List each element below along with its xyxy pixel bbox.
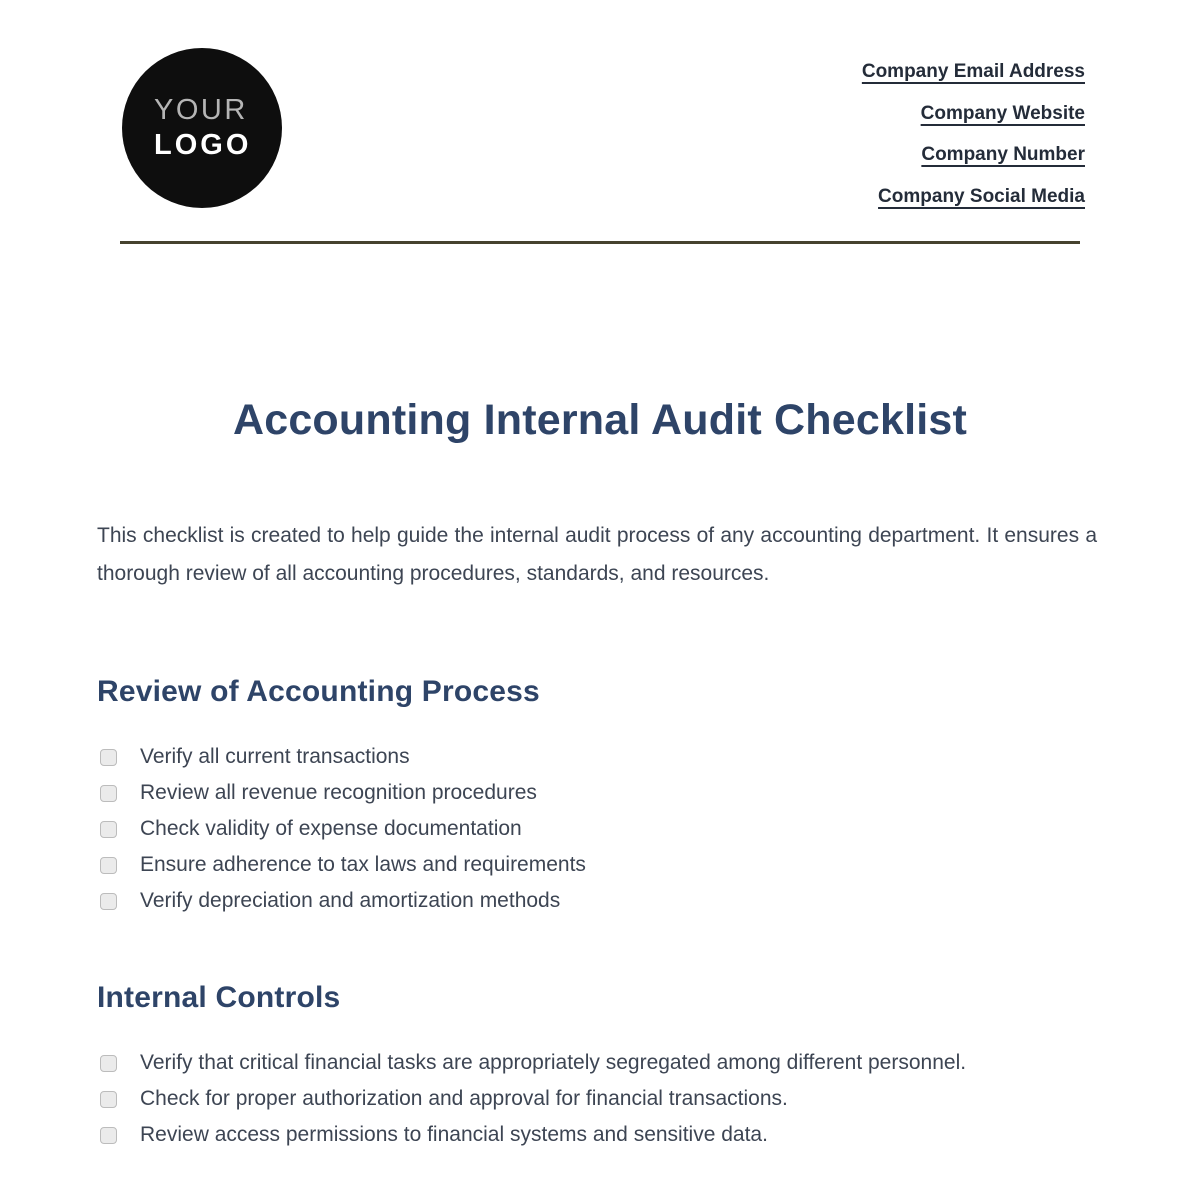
checklist-item-label: Review access permissions to financial systems and sensitive data. <box>140 1123 768 1146</box>
company-social-media-link[interactable]: Company Social Media <box>878 185 1085 207</box>
intro-paragraph: This checklist is created to help guide the internal audit process of any accounting department. It ensures a thorough review of all accounting procedures, standards, and resources. <box>97 524 1097 585</box>
header <box>0 0 1200 211</box>
checkbox[interactable] <box>100 1127 117 1144</box>
checklist-item <box>0 1117 1200 1153</box>
checkbox[interactable] <box>100 821 117 838</box>
checklist-item-label: Ensure adherence to tax laws and requirements <box>140 853 586 876</box>
company-number-link[interactable]: Company Number <box>921 144 1085 165</box>
checklist-item <box>0 775 1200 811</box>
header-contact-links <box>862 48 1085 211</box>
page-title: Accounting Internal Audit Checklist <box>232 396 968 444</box>
checkbox[interactable] <box>100 785 117 802</box>
checkbox[interactable] <box>100 749 117 766</box>
checklist-item-label: Verify depreciation and amortization methods <box>140 889 561 912</box>
section-internal-controls <box>0 981 1200 1153</box>
checklist-item-label: Check validity of expense documentation <box>140 817 522 840</box>
company-website-link[interactable]: Company Website <box>920 102 1085 124</box>
checklist-item-label: Review all revenue recognition procedures <box>140 781 537 804</box>
checkbox[interactable] <box>100 857 117 874</box>
checklist-item-label: Verify all current transactions <box>140 745 410 768</box>
checkbox[interactable] <box>100 1091 117 1108</box>
checkbox[interactable] <box>100 1055 117 1072</box>
checklist-item <box>0 1045 1200 1081</box>
checklist-item <box>0 811 1200 847</box>
checklist-item <box>0 883 1200 919</box>
checklist-item <box>0 1081 1200 1117</box>
company-email-link[interactable]: Company Email Address <box>861 61 1085 82</box>
section-heading-internal-controls: Internal Controls <box>97 981 341 1014</box>
logo-text-logo: LOGO <box>154 129 252 161</box>
section-review-of-accounting-process <box>0 675 1200 919</box>
company-logo <box>122 48 282 208</box>
section-heading-review: Review of Accounting Process <box>97 675 540 708</box>
document-body <box>0 396 1200 1153</box>
checklist-item-label: Check for proper authorization and approval for financial transactions. <box>140 1087 788 1110</box>
checklist-item <box>0 739 1200 775</box>
logo-text-your: YOUR <box>154 94 248 127</box>
checklist-item <box>0 847 1200 883</box>
checkbox[interactable] <box>100 893 117 910</box>
header-divider <box>120 241 1080 244</box>
checklist-item-label: Verify that critical financial tasks are appropriately segregated among different personnel. <box>140 1051 967 1074</box>
